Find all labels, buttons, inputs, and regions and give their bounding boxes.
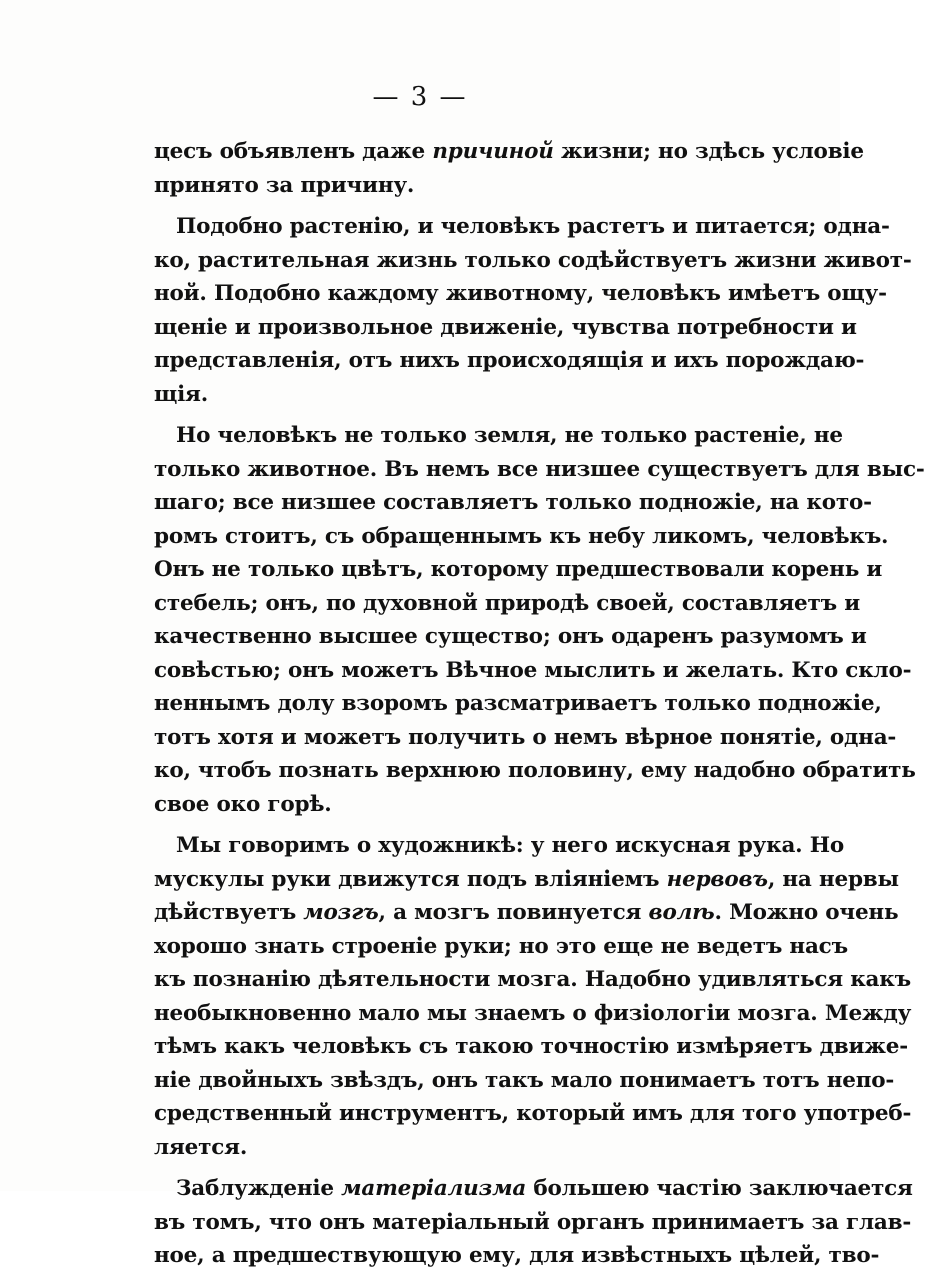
text-segment: качественно высшее существо; онъ одаренъ разумомъ и <box>154 624 867 649</box>
text-segment: большею частію заключается <box>526 1176 913 1201</box>
text-segment: тотъ хотя и можетъ получить о немъ вѣрное понятіе, одна- <box>154 724 897 750</box>
text-line <box>154 788 730 822</box>
italic-term: матеріализма <box>341 1176 527 1201</box>
text-segment: мускулы руки движутся подъ вліяніемъ <box>154 866 667 892</box>
text-line <box>154 1172 913 1206</box>
text-line <box>154 169 730 203</box>
text-segment: представленія, отъ нихъ происходящія и ихъ порождаю- <box>154 348 865 373</box>
text-line <box>154 1239 880 1273</box>
text-segment: , а мозгъ повинуется <box>378 900 649 925</box>
text-segment: Онъ не только цвѣтъ, которому предшествовали корень и <box>154 557 883 582</box>
text-line <box>154 244 912 278</box>
text-segment: Заблужденіе <box>176 1176 342 1201</box>
text-segment: только животное. Въ немъ все низшее существуетъ для выс- <box>154 456 925 482</box>
text-line <box>154 135 864 169</box>
text-segment: шаго; все низшее составляетъ только подножіе, на кото- <box>154 490 872 515</box>
text-segment: дѣйствуетъ <box>154 900 304 925</box>
text-line <box>154 1097 912 1131</box>
text-segment: въ томъ, что онъ матеріальный органъ принимаетъ за глав- <box>154 1209 912 1235</box>
text-line <box>154 277 887 311</box>
text-segment: принято за причину. <box>154 172 415 198</box>
text-line <box>154 963 911 997</box>
text-segment: ніе двойныхъ звѣздъ, онъ такъ мало понимаетъ тотъ непо- <box>154 1067 895 1093</box>
text-segment: средственный инструментъ, который имъ для того употреб- <box>154 1101 912 1126</box>
text-segment: тѣмъ какъ человѣкъ съ такою точностію измѣряетъ движе- <box>154 1034 908 1059</box>
text-line <box>154 344 865 378</box>
text-segment: щеніе и произвольное движеніе, чувства потребности и <box>154 314 857 340</box>
text-segment: Но человѣкъ не только земля, не только растеніе, не <box>176 423 843 448</box>
text-segment: щія. <box>154 381 208 407</box>
text-line <box>154 453 925 487</box>
text-segment: ко, чтобъ познать верхнюю половину, ему надобно обратить <box>154 758 916 783</box>
italic-term: нервовъ <box>666 866 768 892</box>
italic-term: мозгъ <box>303 900 379 925</box>
paragraph <box>154 419 925 821</box>
text-line <box>154 210 890 244</box>
text-segment: Мы говоримъ о художникѣ: у него искусная рука. Но <box>176 833 844 858</box>
text-line <box>154 754 916 788</box>
text-line <box>154 930 848 964</box>
text-line <box>154 1131 730 1165</box>
text-segment: неннымъ долу взоромъ разсматриваетъ только подножіе, <box>154 691 882 716</box>
text-segment: ное, а предшествующую ему, для извѣстныхъ цѣлей, тво- <box>154 1243 880 1268</box>
text-segment: . Можно очень <box>714 900 899 925</box>
paragraph-gap <box>154 202 730 210</box>
text-segment: свое око горѣ. <box>154 791 332 817</box>
text-segment: цесъ объявленъ даже <box>154 139 433 164</box>
text-line <box>154 1206 912 1240</box>
text-segment: ляется. <box>154 1134 248 1160</box>
text-segment: ромъ стоитъ, съ обращеннымъ къ небу ликомъ, человѣкъ. <box>154 523 889 549</box>
text-segment: жизни; но здѣсь условіе <box>553 139 864 164</box>
paragraph <box>154 1172 913 1273</box>
text-segment: необыкновенно мало мы знаемъ о физіологіи мозга. Между <box>154 1000 912 1026</box>
text-line <box>154 1064 895 1098</box>
text-line <box>154 687 882 721</box>
text-line <box>154 896 899 930</box>
text-line <box>154 1030 908 1064</box>
text-line <box>154 486 872 520</box>
text-line <box>154 863 899 897</box>
text-segment: ко, растительная жизнь только содѣйствуетъ жизни живот- <box>154 247 912 273</box>
text-segment: къ познанію дѣятельности мозга. Надобно удивляться какъ <box>154 967 911 992</box>
text-segment: ной. Подобно каждому животному, человѣкъ имѣетъ ощу- <box>154 281 887 306</box>
text-line <box>154 520 889 554</box>
paragraph-gap <box>154 1164 730 1172</box>
text-line <box>154 419 843 453</box>
italic-term: волѣ <box>648 900 715 925</box>
text-line <box>154 620 867 654</box>
text-segment: Подобно растенію, и человѣкъ растетъ и питается; одна- <box>176 214 890 239</box>
body-text <box>154 135 925 1273</box>
text-line <box>154 997 912 1031</box>
paragraph <box>154 135 864 202</box>
text-line <box>154 829 844 863</box>
text-line <box>154 587 860 621</box>
paragraph <box>154 829 912 1164</box>
page-number: — 3 — <box>372 82 468 112</box>
text-segment: совѣстью; онъ можетъ Вѣчное мыслить и желать. Кто скло- <box>154 657 912 683</box>
text-segment: хорошо знать строеніе руки; но это еще не ведетъ насъ <box>154 933 848 959</box>
paragraph-gap <box>154 821 730 829</box>
italic-term: причиной <box>432 139 554 164</box>
text-segment: , на нервы <box>767 866 899 892</box>
paragraph <box>154 210 912 411</box>
text-segment: стебель; онъ, по духовной природѣ своей, составляетъ и <box>154 590 860 616</box>
paragraph-gap <box>154 411 730 419</box>
text-line <box>154 721 897 755</box>
text-line <box>154 654 912 688</box>
text-line <box>154 311 857 345</box>
text-line <box>154 378 730 412</box>
text-line <box>154 553 883 587</box>
